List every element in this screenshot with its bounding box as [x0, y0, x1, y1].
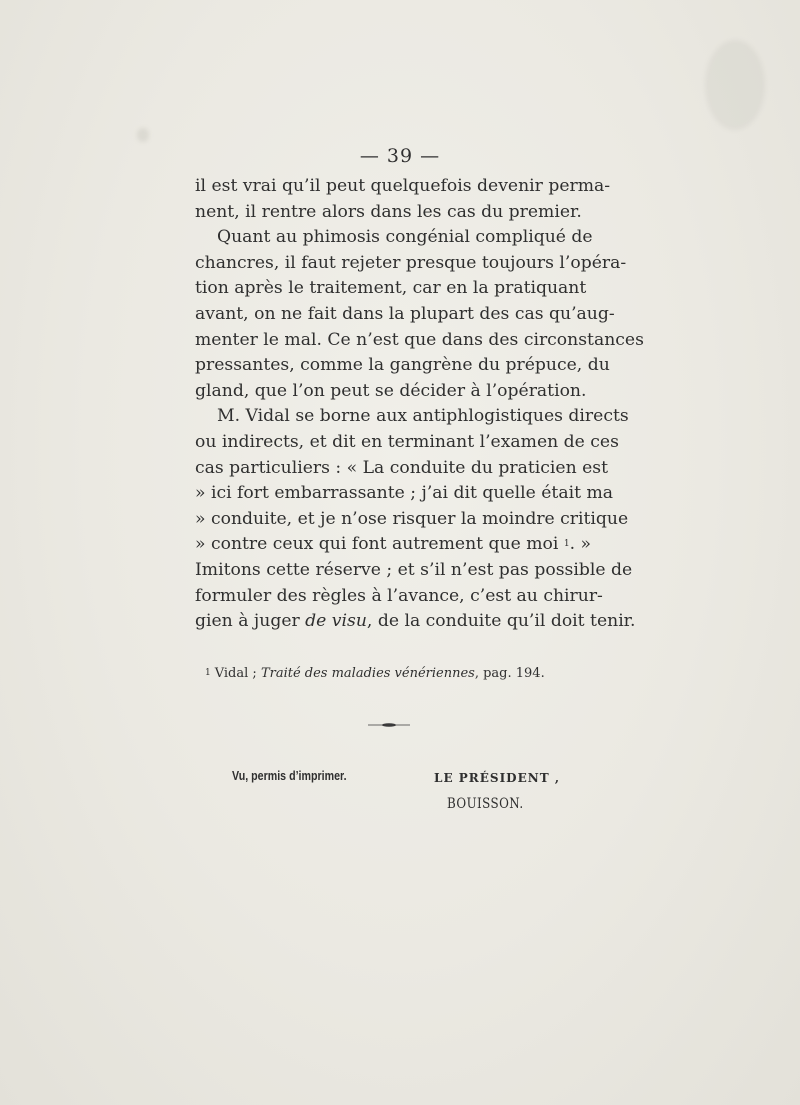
text-line: gland, que l’on peut se décider à l’opération.: [195, 380, 587, 401]
text-line: » conduite, et je n’ose risquer la moindre critique: [195, 508, 629, 529]
text-line: avant, on ne fait dans la plupart des cas qu’aug-: [195, 303, 615, 324]
body-text: [195, 174, 644, 635]
text-line: [195, 609, 636, 635]
footnote-mark: 1: [205, 668, 211, 678]
text-line: M. Vidal se borne aux antiphlogistiques directs: [217, 406, 629, 427]
ornament-divider-icon: [368, 722, 410, 728]
footnote: [205, 666, 545, 681]
paper-stain: [137, 128, 149, 142]
line-text: gien à juger: [195, 611, 306, 632]
text-line: formuler des règles à l’avance, c’est au chirur-: [195, 585, 603, 606]
text-line: cas particuliers : « La conduite du praticien est: [195, 457, 609, 478]
footnote-title: Traité des maladies vénériennes: [260, 666, 475, 681]
president-label: LE PRÉSIDENT ,: [434, 771, 560, 785]
footnote-text: , pag. 194.: [474, 666, 545, 681]
text-line: il est vrai qu’il peut quelquefois devenir perma-: [195, 176, 611, 196]
text-line: menter le mal. Ce n’est que dans des circonstances: [195, 329, 644, 350]
text-line-with-footnote: [195, 532, 592, 558]
line-text: » contre ceux qui font autrement que moi: [195, 534, 559, 555]
imprimatur: Vu, permis d’imprimer.: [232, 768, 347, 783]
president-name: BOUISSON.: [447, 796, 524, 812]
text-line: pressantes, comme la gangrène du prépuce, du: [195, 355, 610, 376]
page-number: — 39 —: [359, 145, 441, 167]
italic-phrase: de visu: [305, 611, 367, 632]
paper-stain: [705, 40, 765, 130]
line-text: , de la conduite qu’il doit tenir.: [366, 611, 636, 632]
text-line: Quant au phimosis congénial compliqué de: [217, 227, 593, 248]
footnote-reference: 1: [563, 539, 570, 550]
text-line: ou indirects, et dit en terminant l’examen de ces: [195, 431, 619, 452]
text-line: tion après le traitement, car en la pratiquant: [195, 278, 587, 299]
line-suffix: . »: [569, 534, 592, 555]
text-line: chancres, il faut rejeter presque toujours l’opéra-: [195, 252, 627, 273]
footnote-text: Vidal ;: [214, 666, 261, 681]
text-line: Imitons cette réserve ; et s’il n’est pas possible de: [195, 559, 633, 580]
text-line: » ici fort embarrassante ; j’ai dit quelle était ma: [195, 483, 613, 504]
text-line: nent, il rentre alors dans les cas du premier.: [195, 201, 582, 222]
